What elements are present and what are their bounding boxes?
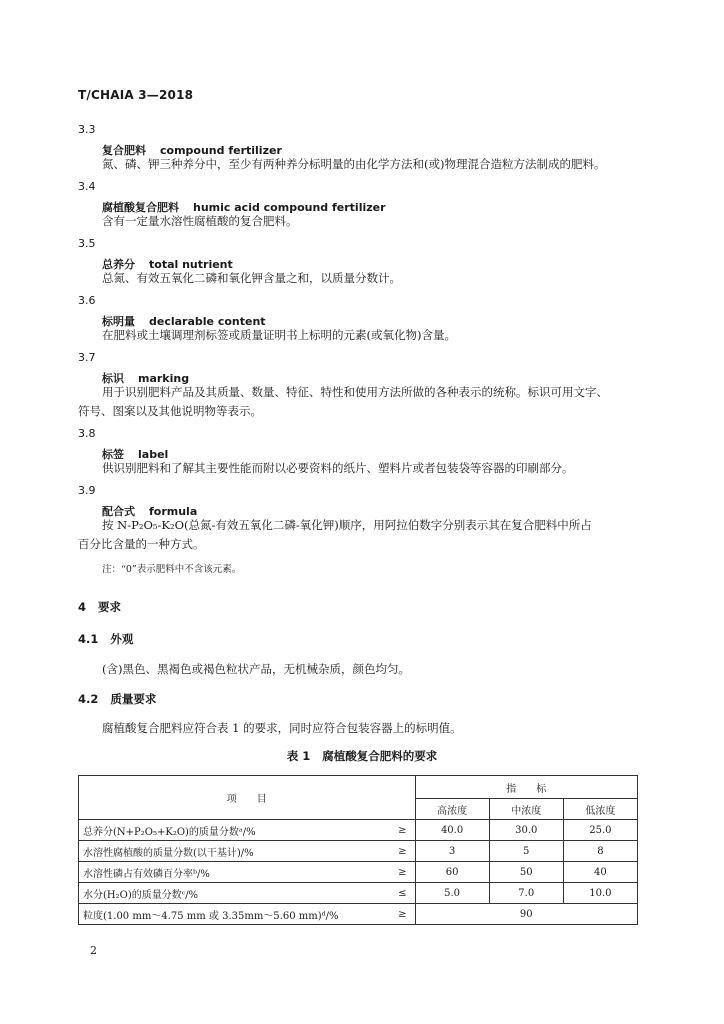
term-en: formula <box>149 505 198 518</box>
standard-code: T/CHAIA 3—2018 <box>78 88 194 102</box>
row-value: 7.0 <box>489 883 563 904</box>
paragraph: 腐植酸复合肥料应符合表 1 的要求，同时应符合包装容器上的标明值。 <box>102 721 462 735</box>
term-definition: 供识别肥料和了解其主要性能而附以必要资料的纸片、塑料片或者包装袋等容器的印刷部分。 <box>102 461 574 475</box>
table-row <box>79 862 638 883</box>
term-definition: 含有一定量水溶性腐植酸的复合肥料。 <box>102 214 298 228</box>
section-number: 4.2 <box>78 692 99 706</box>
row-value: 5.0 <box>415 883 489 904</box>
row-value: 8 <box>563 841 637 862</box>
header-low: 低浓度 <box>563 799 637 820</box>
row-operator: ≥ <box>379 862 416 883</box>
term-definition: 总氮、有效五氧化二磷和氧化钾含量之和，以质量分数计。 <box>102 271 401 285</box>
subsection-heading <box>78 631 133 647</box>
row-operator: ≥ <box>379 841 416 862</box>
term-number: 3.5 <box>78 237 96 250</box>
term-definition: 按 N-P₂O₅-K₂O(总氮-有效五氧化二磷-氧化钾)顺序，用阿拉伯数字分别表示其在复合肥料中所占 <box>102 518 592 532</box>
term-cn: 复合肥料 <box>102 144 146 157</box>
header-item: 项 目 <box>79 776 416 820</box>
table-caption-number: 表 1 <box>286 749 311 763</box>
table-caption <box>0 748 724 764</box>
section-title: 质量要求 <box>110 692 157 706</box>
row-value: 10.0 <box>563 883 637 904</box>
row-item: 水分(H₂O)的质量分数ᶜ/% <box>79 883 379 904</box>
term-definition: 在肥料或土壤调理剂标签或质量证明书上标明的元素(或氧化物)含量。 <box>102 328 456 342</box>
row-value: 40.0 <box>415 820 489 841</box>
term-number: 3.9 <box>78 484 96 497</box>
term-cn: 标签 <box>102 448 124 461</box>
table-row <box>79 883 638 904</box>
term-cn: 标明量 <box>102 315 135 328</box>
table-header-row <box>79 776 638 799</box>
row-value: 25.0 <box>563 820 637 841</box>
row-value: 40 <box>563 862 637 883</box>
term-number: 3.7 <box>78 351 96 364</box>
term-en: compound fertilizer <box>160 144 282 157</box>
row-value: 50 <box>489 862 563 883</box>
term-number: 3.4 <box>78 180 96 193</box>
term-cn: 标识 <box>102 372 124 385</box>
term-en: total nutrient <box>149 258 233 271</box>
row-value: 30.0 <box>489 820 563 841</box>
table-caption-title: 腐植酸复合肥料的要求 <box>322 749 438 763</box>
term-en: label <box>138 448 169 461</box>
row-value: 5 <box>489 841 563 862</box>
table-row <box>79 904 638 925</box>
term-en: marking <box>138 372 190 385</box>
section-number: 4.1 <box>78 632 99 646</box>
section-title: 外观 <box>110 632 134 646</box>
term-en: declarable content <box>149 315 266 328</box>
table-row <box>79 841 638 862</box>
note: 注：“0”表示肥料中不含该元素。 <box>102 564 242 575</box>
term-en: humic acid compound fertilizer <box>193 201 386 214</box>
row-value: 90 <box>415 904 638 925</box>
header-high: 高浓度 <box>415 799 489 820</box>
page-number: 2 <box>90 944 97 957</box>
term-cn: 总养分 <box>102 258 135 271</box>
term-cn: 腐植酸复合肥料 <box>102 201 179 214</box>
row-item: 水溶性磷占有效磷百分率ᵇ/% <box>79 862 379 883</box>
term-definition: 氮、磷、钾三种养分中，至少有两种养分标明量的由化学方法和(或)物理混合造粒方法制成的肥料。 <box>102 157 606 171</box>
row-item: 总养分(N+P₂O₅+K₂O)的质量分数ᵃ/% <box>79 820 379 841</box>
term-number: 3.3 <box>78 123 96 136</box>
term-definition-cont: 符号、图案以及其他说明物等表示。 <box>78 404 262 418</box>
row-operator: ≥ <box>379 820 416 841</box>
header-medium: 中浓度 <box>489 799 563 820</box>
section-number: 4 <box>78 600 87 614</box>
section-heading <box>78 599 121 615</box>
requirements-table <box>78 775 638 925</box>
row-item: 粒度(1.00 mm～4.75 mm 或 3.35mm～5.60 mm)ᵈ/% <box>79 904 379 925</box>
row-operator: ≥ <box>379 904 416 925</box>
paragraph: (含)黑色、黑褐色或褐色粒状产品，无机械杂质，颜色均匀。 <box>102 662 410 676</box>
term-number: 3.8 <box>78 427 96 440</box>
row-item: 水溶性腐植酸的质量分数(以干基计)/% <box>79 841 379 862</box>
term-definition-cont: 百分比含量的一种方式。 <box>78 537 205 551</box>
term-definition: 用于识别肥料产品及其质量、数量、特征、特性和使用方法所做的各种表示的统称。标识可用文字、 <box>102 385 608 399</box>
row-value: 3 <box>415 841 489 862</box>
row-operator: ≤ <box>379 883 416 904</box>
table-row <box>79 820 638 841</box>
term-cn: 配合式 <box>102 505 135 518</box>
section-title: 要求 <box>98 600 122 614</box>
term-number: 3.6 <box>78 294 96 307</box>
header-index: 指 标 <box>415 776 638 799</box>
row-value: 60 <box>415 862 489 883</box>
subsection-heading <box>78 691 156 707</box>
